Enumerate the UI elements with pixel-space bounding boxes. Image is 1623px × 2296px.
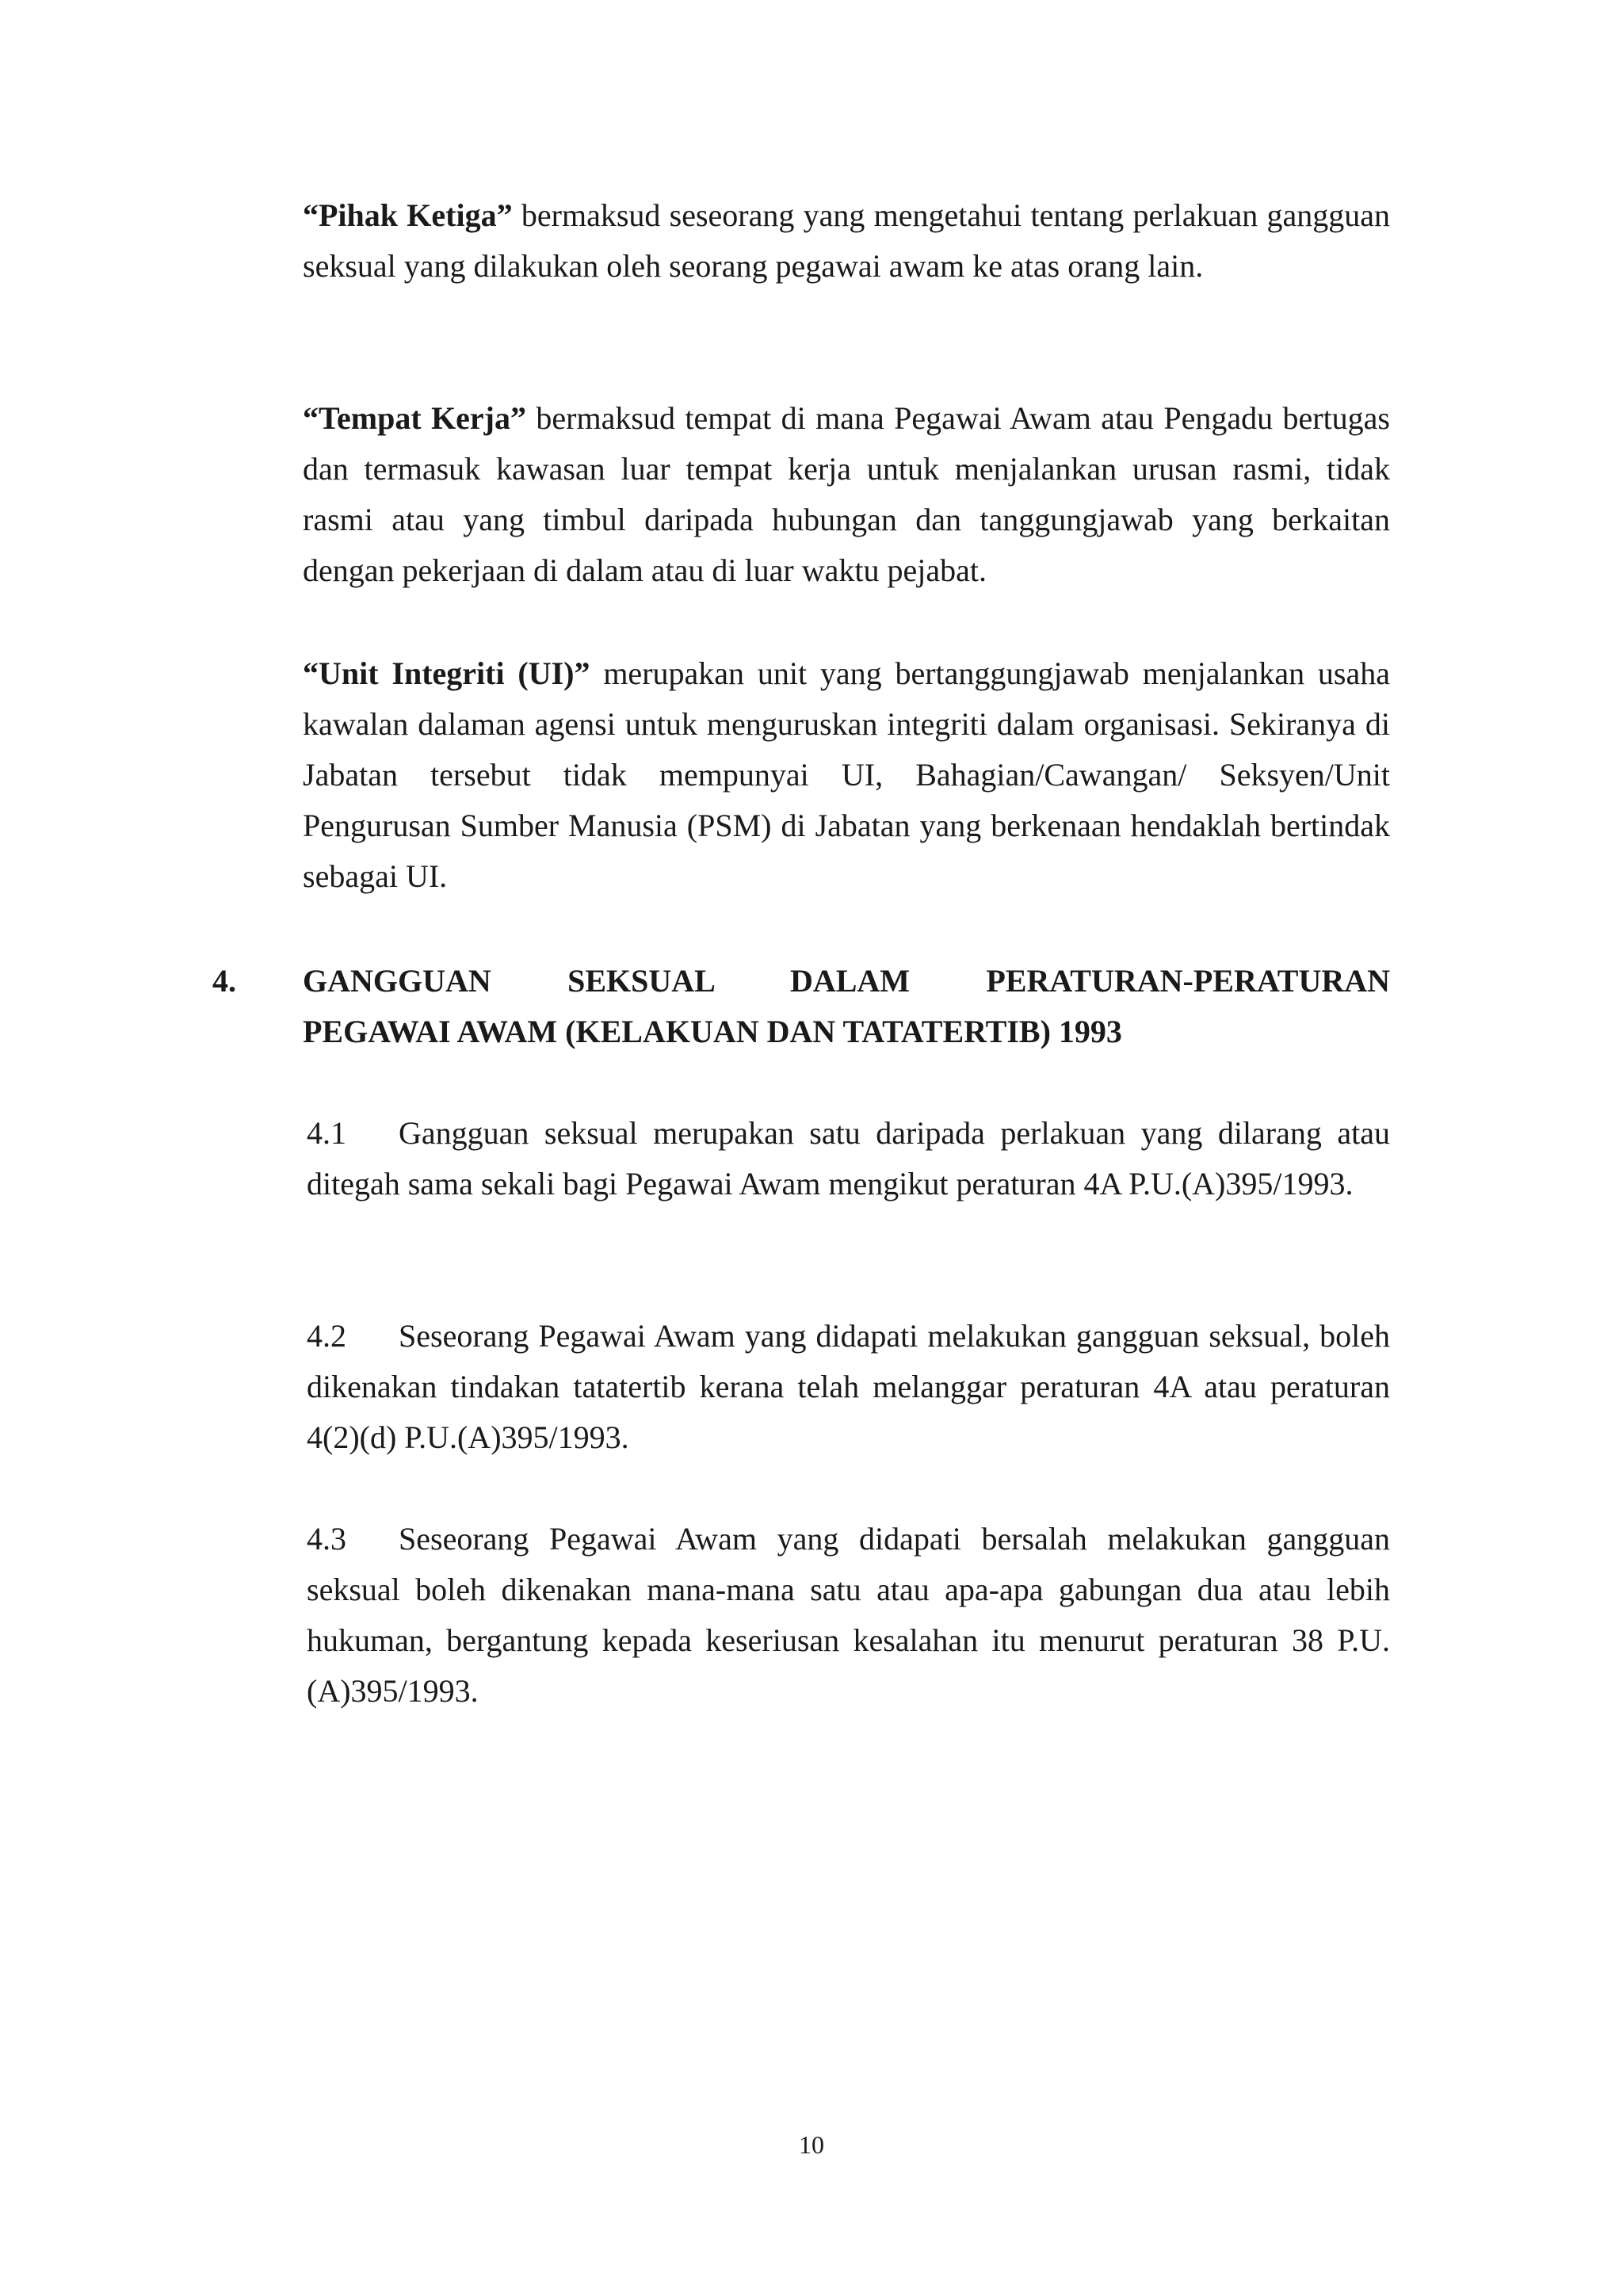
section-heading-line-2: PEGAWAI AWAM (KELAKUAN DAN TATATERTIB) 1993	[303, 1014, 1122, 1049]
definition-text: bermaksud tempat di mana Pegawai Awam atau Pengadu bertugas dan termasuk kawasan luar tempat kerja untuk menjalankan urusan rasmi, tidak rasmi atau yang timbul daripada hubungan dan tanggungjawab yang berkaitan dengan pekerjaan di dalam atau di luar waktu pejabat.	[303, 400, 1390, 588]
section-heading-line-1: GANGGUAN SEKSUAL DALAM PERATURAN-PERATURAN	[303, 963, 1390, 999]
definition-pihak-ketiga	[303, 190, 1390, 292]
definition-term: “Pihak Ketiga”	[303, 197, 513, 233]
subsection-4-3	[307, 1514, 1390, 1717]
subsection-4-1	[307, 1108, 1390, 1209]
definition-text: bermaksud seseorang yang mengetahui tentang perlakuan gangguan seksual yang dilakukan oleh seorang pegawai awam ke atas orang lain.	[303, 197, 1390, 284]
section-number: 4.	[212, 963, 236, 999]
subsection-text: Gangguan seksual merupakan satu daripada perlakuan yang dilarang atau ditegah sama sekali bagi Pegawai Awam mengikut peraturan 4A P.U.(A)395/1993.	[307, 1115, 1390, 1201]
definition-tempat-kerja	[303, 393, 1390, 596]
subsection-text: Seseorang Pegawai Awam yang didapati melakukan gangguan seksual, boleh dikenakan tindakan tatatertib kerana telah melanggar peraturan 4A atau peraturan 4(2)(d) P.U.(A)395/1993.	[307, 1318, 1390, 1455]
definition-unit-integriti	[303, 648, 1390, 902]
subsection-4-2	[307, 1311, 1390, 1463]
subsection-text: Seseorang Pegawai Awam yang didapati bersalah melakukan gangguan seksual boleh dikenakan mana-mana satu atau apa-apa gabungan dua atau lebih hukuman, bergantung kepada keseriusan kesalahan itu menurut peraturan 38 P.U.(A)395/1993.	[307, 1521, 1390, 1709]
definition-term: “Tempat Kerja”	[303, 400, 527, 436]
definition-term: “Unit Integriti (UI)”	[303, 655, 590, 691]
section-heading	[303, 956, 1390, 1057]
subsection-number: 4.2	[307, 1318, 346, 1354]
definition-text: merupakan unit yang bertanggungjawab menjalankan usaha kawalan dalaman agensi untuk menguruskan integriti dalam organisasi. Sekiranya di Jabatan tersebut tidak mempunyai UI, Bahagian/Cawangan/ Seksyen/Unit Pengurusan Sumber Manusia (PSM) di Jabatan yang berkenaan hendaklah bertindak sebagai UI.	[303, 655, 1390, 894]
subsection-number: 4.3	[307, 1521, 346, 1557]
page-number: 10	[799, 2130, 824, 2159]
subsection-number: 4.1	[307, 1115, 346, 1151]
